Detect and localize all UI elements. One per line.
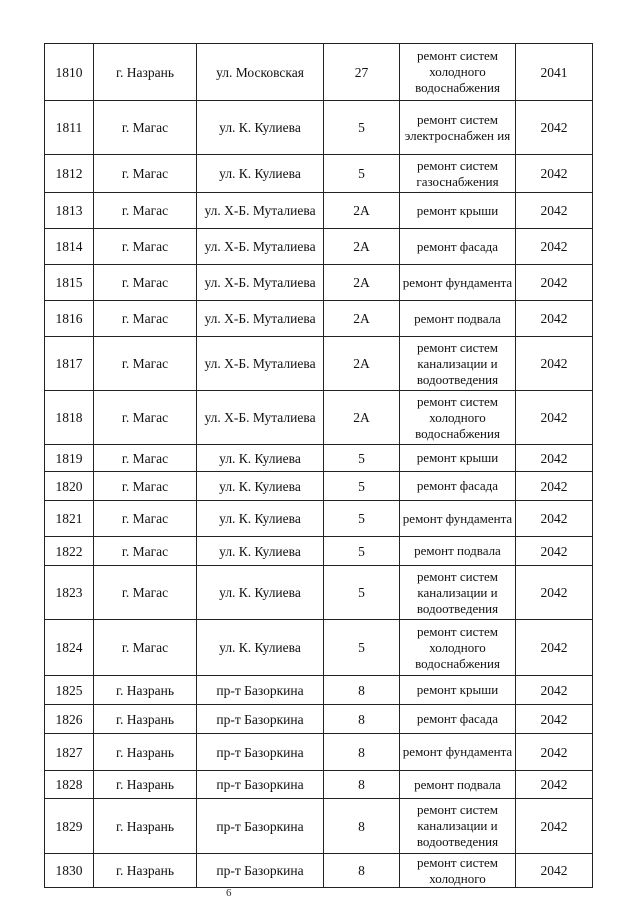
street-cell: ул. К. Кулиева — [197, 155, 324, 193]
street-cell: пр-т Базоркина — [197, 734, 324, 771]
year-cell: 2042 — [516, 566, 593, 620]
year-cell: 2042 — [516, 676, 593, 705]
table-body — [45, 44, 593, 888]
street-cell: ул. Х-Б. Муталиева — [197, 193, 324, 229]
city-cell: г. Назрань — [94, 44, 197, 101]
street-cell: ул. К. Кулиева — [197, 501, 324, 537]
year-cell: 2042 — [516, 337, 593, 391]
house-cell: 2А — [324, 265, 400, 301]
work-type-cell: ремонт систем газоснабжения — [400, 155, 516, 193]
street-cell: ул. Московская — [197, 44, 324, 101]
year-cell: 2042 — [516, 854, 593, 888]
row-number-cell: 1825 — [45, 676, 94, 705]
year-cell: 2042 — [516, 734, 593, 771]
table-row — [45, 472, 593, 501]
street-cell: ул. Х-Б. Муталиева — [197, 265, 324, 301]
year-cell: 2042 — [516, 445, 593, 472]
table-row — [45, 854, 593, 888]
work-type-cell: ремонт фасада — [400, 229, 516, 265]
house-cell: 5 — [324, 501, 400, 537]
table-row — [45, 229, 593, 265]
row-number-cell: 1821 — [45, 501, 94, 537]
street-cell: ул. К. Кулиева — [197, 101, 324, 155]
row-number-cell: 1823 — [45, 566, 94, 620]
table-row — [45, 799, 593, 854]
row-number-cell: 1816 — [45, 301, 94, 337]
street-cell: ул. Х-Б. Муталиева — [197, 391, 324, 445]
year-cell: 2042 — [516, 501, 593, 537]
city-cell: г. Магас — [94, 445, 197, 472]
year-cell: 2042 — [516, 155, 593, 193]
row-number-cell: 1828 — [45, 771, 94, 799]
row-number-cell: 1817 — [45, 337, 94, 391]
table-row — [45, 155, 593, 193]
city-cell: г. Назрань — [94, 799, 197, 854]
table-row — [45, 676, 593, 705]
city-cell: г. Магас — [94, 101, 197, 155]
house-cell: 5 — [324, 537, 400, 566]
table-row — [45, 391, 593, 445]
page-number: 6 — [226, 887, 232, 899]
city-cell: г. Магас — [94, 620, 197, 676]
row-number-cell: 1819 — [45, 445, 94, 472]
row-number-cell: 1813 — [45, 193, 94, 229]
year-cell: 2042 — [516, 620, 593, 676]
table-row — [45, 265, 593, 301]
street-cell: ул. Х-Б. Муталиева — [197, 337, 324, 391]
table-row — [45, 566, 593, 620]
city-cell: г. Магас — [94, 193, 197, 229]
city-cell: г. Назрань — [94, 676, 197, 705]
work-type-cell: ремонт крыши — [400, 676, 516, 705]
house-cell: 5 — [324, 620, 400, 676]
city-cell: г. Назрань — [94, 854, 197, 888]
city-cell: г. Магас — [94, 537, 197, 566]
city-cell: г. Магас — [94, 337, 197, 391]
work-type-cell: ремонт фасада — [400, 472, 516, 501]
table-row — [45, 301, 593, 337]
house-cell: 2А — [324, 193, 400, 229]
house-cell: 8 — [324, 734, 400, 771]
house-cell: 8 — [324, 854, 400, 888]
row-number-cell: 1815 — [45, 265, 94, 301]
work-type-cell: ремонт фундамента — [400, 734, 516, 771]
year-cell: 2042 — [516, 771, 593, 799]
street-cell: пр-т Базоркина — [197, 854, 324, 888]
house-cell: 2А — [324, 391, 400, 445]
year-cell: 2042 — [516, 301, 593, 337]
house-cell: 2А — [324, 337, 400, 391]
table-row — [45, 337, 593, 391]
city-cell: г. Назрань — [94, 705, 197, 734]
city-cell: г. Магас — [94, 391, 197, 445]
work-type-cell: ремонт фасада — [400, 705, 516, 734]
work-type-cell: ремонт систем холодного водоснабжения — [400, 391, 516, 445]
table-row — [45, 101, 593, 155]
city-cell: г. Магас — [94, 155, 197, 193]
work-type-cell: ремонт систем канализации и водоотведения — [400, 566, 516, 620]
year-cell: 2042 — [516, 472, 593, 501]
work-type-cell: ремонт систем канализации и водоотведения — [400, 337, 516, 391]
house-cell: 5 — [324, 566, 400, 620]
row-number-cell: 1811 — [45, 101, 94, 155]
table-row — [45, 537, 593, 566]
work-type-cell: ремонт подвала — [400, 301, 516, 337]
street-cell: ул. К. Кулиева — [197, 620, 324, 676]
table-row — [45, 501, 593, 537]
work-type-cell: ремонт крыши — [400, 445, 516, 472]
house-cell: 5 — [324, 472, 400, 501]
repair-schedule-table — [44, 43, 593, 888]
city-cell: г. Магас — [94, 229, 197, 265]
street-cell: ул. К. Кулиева — [197, 472, 324, 501]
street-cell: ул. К. Кулиева — [197, 445, 324, 472]
year-cell: 2042 — [516, 193, 593, 229]
city-cell: г. Магас — [94, 301, 197, 337]
work-type-cell: ремонт систем электроснабжен ия — [400, 101, 516, 155]
table-row — [45, 44, 593, 101]
house-cell: 8 — [324, 676, 400, 705]
street-cell: пр-т Базоркина — [197, 705, 324, 734]
year-cell: 2042 — [516, 229, 593, 265]
row-number-cell: 1810 — [45, 44, 94, 101]
street-cell: пр-т Базоркина — [197, 676, 324, 705]
table-row — [45, 771, 593, 799]
row-number-cell: 1826 — [45, 705, 94, 734]
work-type-cell: ремонт крыши — [400, 193, 516, 229]
row-number-cell: 1827 — [45, 734, 94, 771]
table-row — [45, 734, 593, 771]
table-row — [45, 445, 593, 472]
table-row — [45, 705, 593, 734]
work-type-cell: ремонт систем холодного водоснабжения — [400, 44, 516, 101]
city-cell: г. Магас — [94, 472, 197, 501]
year-cell: 2042 — [516, 391, 593, 445]
row-number-cell: 1824 — [45, 620, 94, 676]
work-type-cell: ремонт фундамента — [400, 501, 516, 537]
year-cell: 2042 — [516, 705, 593, 734]
city-cell: г. Магас — [94, 566, 197, 620]
street-cell: ул. К. Кулиева — [197, 566, 324, 620]
year-cell: 2042 — [516, 537, 593, 566]
street-cell: пр-т Базоркина — [197, 799, 324, 854]
work-type-cell: ремонт фундамента — [400, 265, 516, 301]
work-type-cell: ремонт подвала — [400, 771, 516, 799]
work-type-cell: ремонт систем канализации и водоотведения — [400, 799, 516, 854]
year-cell: 2042 — [516, 101, 593, 155]
row-number-cell: 1812 — [45, 155, 94, 193]
work-type-cell: ремонт систем холодного водоснабжения — [400, 620, 516, 676]
street-cell: ул. Х-Б. Муталиева — [197, 229, 324, 265]
row-number-cell: 1830 — [45, 854, 94, 888]
row-number-cell: 1829 — [45, 799, 94, 854]
house-cell: 27 — [324, 44, 400, 101]
city-cell: г. Магас — [94, 265, 197, 301]
street-cell: ул. К. Кулиева — [197, 537, 324, 566]
house-cell: 8 — [324, 799, 400, 854]
house-cell: 2А — [324, 301, 400, 337]
year-cell: 2042 — [516, 265, 593, 301]
street-cell: ул. Х-Б. Муталиева — [197, 301, 324, 337]
work-type-cell: ремонт систем холодного — [400, 854, 516, 888]
year-cell: 2041 — [516, 44, 593, 101]
city-cell: г. Назрань — [94, 734, 197, 771]
work-type-cell: ремонт подвала — [400, 537, 516, 566]
city-cell: г. Магас — [94, 501, 197, 537]
year-cell: 2042 — [516, 799, 593, 854]
city-cell: г. Назрань — [94, 771, 197, 799]
table-row — [45, 620, 593, 676]
house-cell: 5 — [324, 155, 400, 193]
house-cell: 8 — [324, 771, 400, 799]
row-number-cell: 1822 — [45, 537, 94, 566]
street-cell: пр-т Базоркина — [197, 771, 324, 799]
row-number-cell: 1814 — [45, 229, 94, 265]
house-cell: 2А — [324, 229, 400, 265]
table-row — [45, 193, 593, 229]
row-number-cell: 1818 — [45, 391, 94, 445]
house-cell: 8 — [324, 705, 400, 734]
house-cell: 5 — [324, 101, 400, 155]
row-number-cell: 1820 — [45, 472, 94, 501]
house-cell: 5 — [324, 445, 400, 472]
